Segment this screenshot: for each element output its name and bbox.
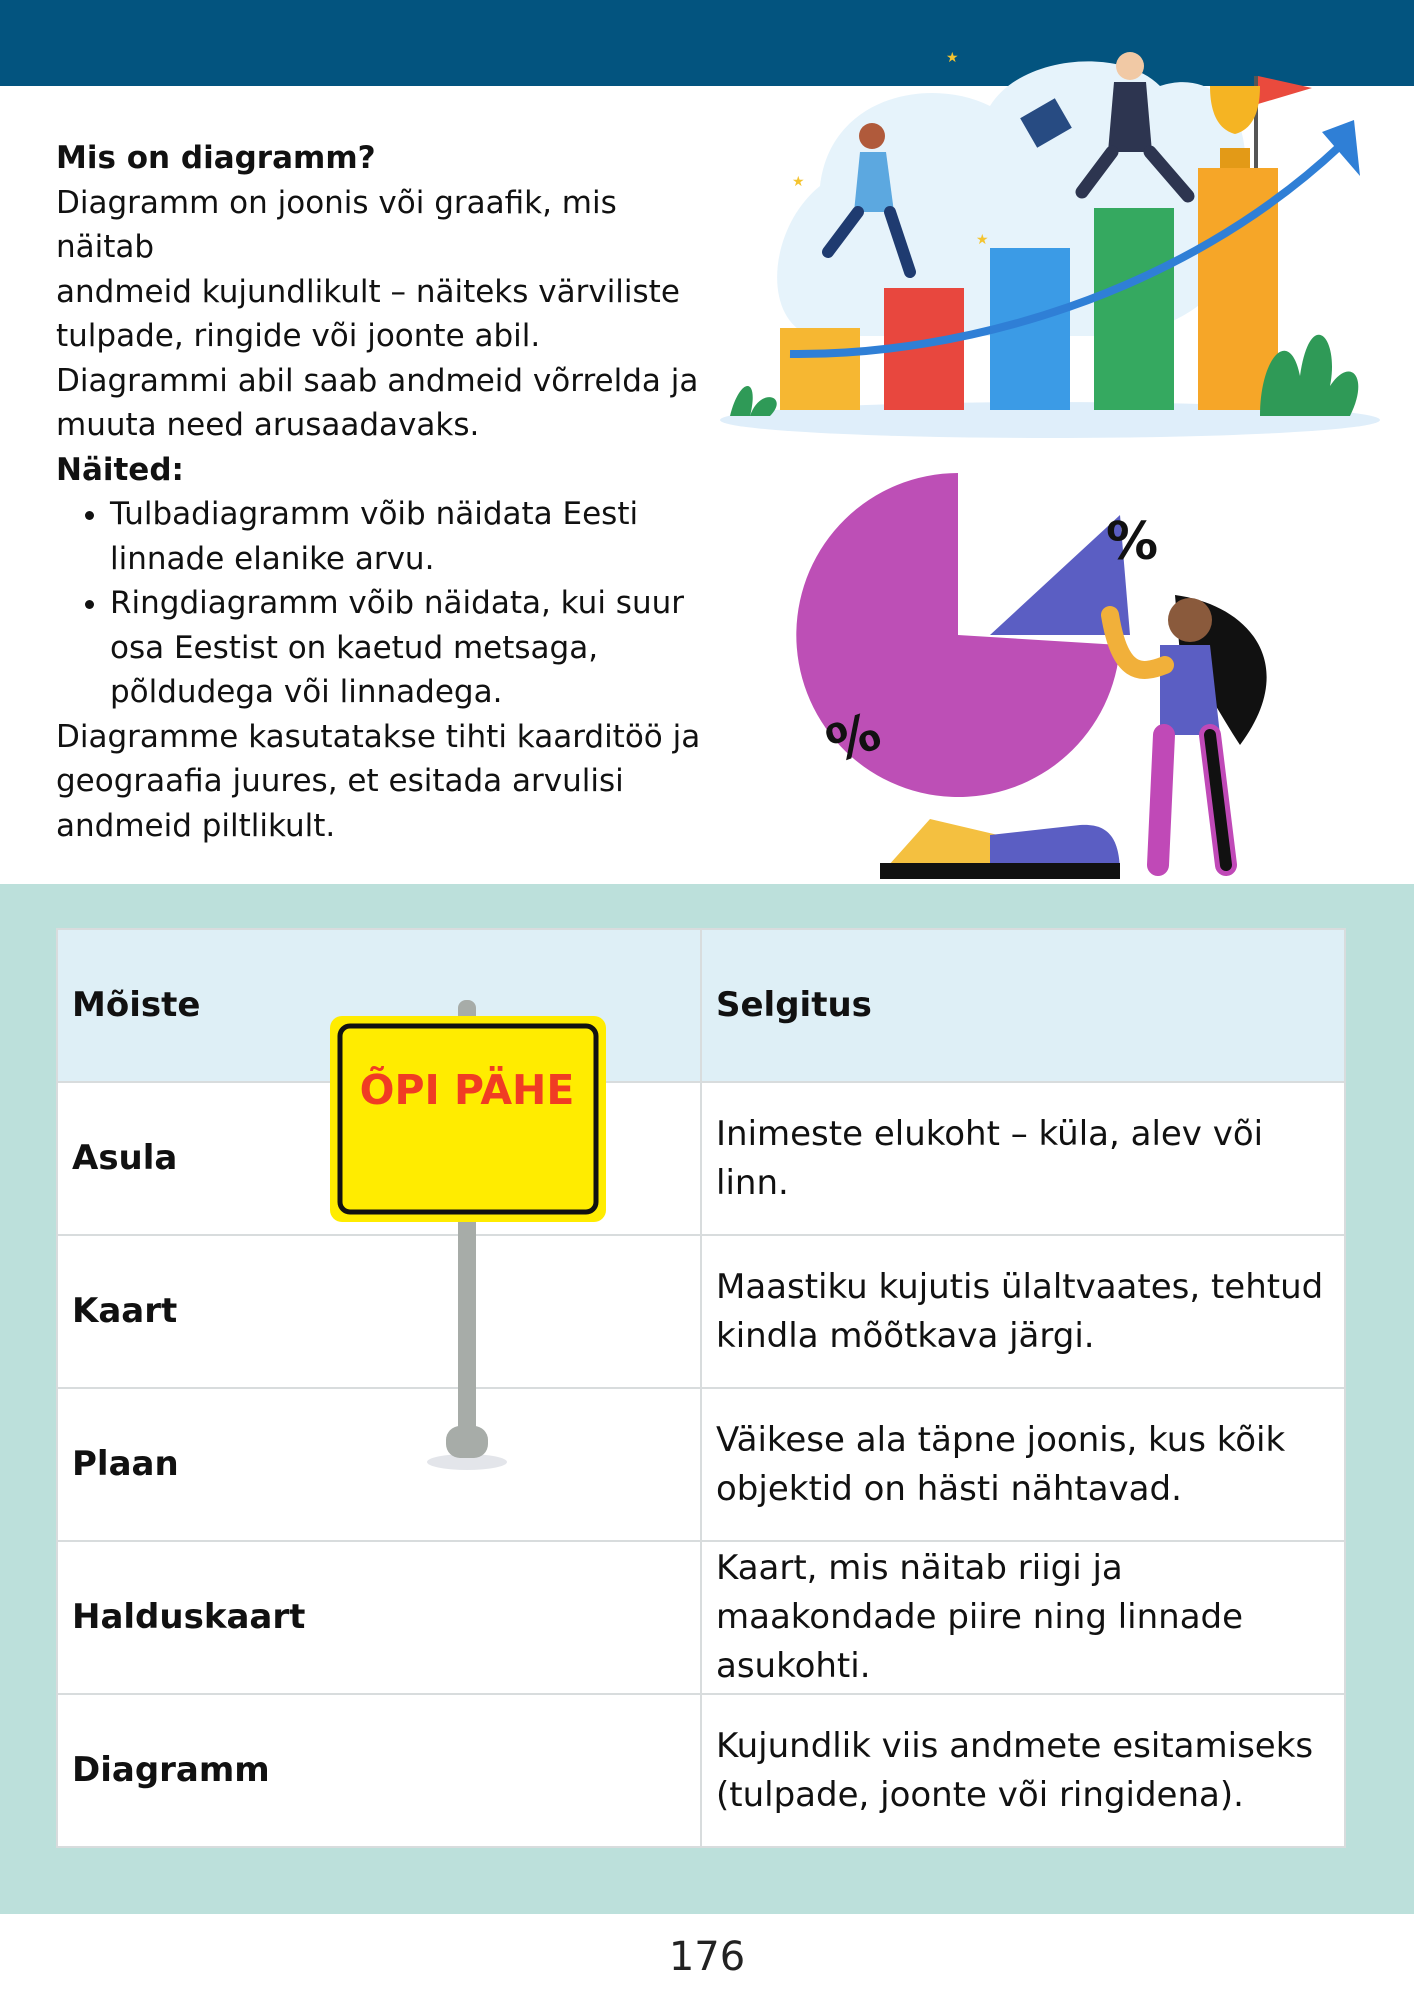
glossary-table bbox=[56, 928, 1346, 1848]
examples-heading: Näited: bbox=[56, 451, 184, 488]
sign-board bbox=[330, 1016, 606, 1222]
table-row bbox=[57, 1235, 1345, 1388]
table-row bbox=[57, 1082, 1345, 1235]
person-2-body bbox=[1108, 82, 1152, 152]
intro-line-4: Diagrammi abil saab andmeid võrrelda ja bbox=[56, 362, 699, 399]
table-row bbox=[57, 1694, 1345, 1847]
column-header-term: Mõiste bbox=[57, 929, 701, 1082]
term-cell: Halduskaart bbox=[57, 1541, 701, 1694]
table-row bbox=[57, 1388, 1345, 1541]
person-1-head bbox=[859, 123, 885, 149]
pie-pieces-shadow bbox=[880, 863, 1120, 879]
flag bbox=[1258, 76, 1312, 104]
page-number: 176 bbox=[668, 1934, 746, 1980]
definition-cell: Inimeste elukoht – küla, alev või linn. bbox=[701, 1082, 1345, 1235]
woman-arm bbox=[1110, 615, 1165, 670]
examples-list bbox=[56, 492, 716, 715]
table-header-row bbox=[57, 929, 1345, 1082]
woman-leg-shadow bbox=[1210, 735, 1226, 865]
term-cell: Kaart bbox=[57, 1235, 701, 1388]
pie-chart-illustration bbox=[780, 455, 1300, 905]
column-header-definition: Selgitus bbox=[701, 929, 1345, 1082]
intro-line-5: muuta need arusaadavaks. bbox=[56, 407, 480, 443]
person-2-head bbox=[1116, 52, 1144, 80]
term-cell: Plaan bbox=[57, 1388, 701, 1541]
definition-cell: Kujundlik viis andmete esitamiseks (tulpade, joonte või ringidena). bbox=[701, 1694, 1345, 1847]
table-row bbox=[57, 1541, 1345, 1694]
sign-title: ÕPI PÄHE bbox=[359, 1066, 575, 1114]
star-icon: ★ bbox=[946, 50, 959, 66]
definition-cell: Maastiku kujutis ülaltvaates, tehtud kindla mõõtkava järgi. bbox=[701, 1235, 1345, 1388]
bar-chart-illustration bbox=[700, 36, 1380, 446]
intro-heading: Mis on diagramm? bbox=[56, 140, 376, 176]
trophy-base bbox=[1220, 148, 1250, 168]
percent-sign-left: % bbox=[819, 701, 889, 776]
trend-arrow-head bbox=[1322, 120, 1360, 176]
intro-closing: Diagramme kasutatakse tihti kaarditöö ja geograafia juures, et esitada arvulisi andmeid piltlikult. bbox=[56, 718, 701, 844]
definition-cell: Kaart, mis näitab riigi ja maakondade piire ning linnade asukohti. bbox=[701, 1541, 1345, 1694]
term-cell: Asula bbox=[57, 1082, 701, 1235]
bar-yellow bbox=[780, 328, 860, 410]
star-icon: ★ bbox=[792, 174, 805, 190]
intro-line-2: andmeid kujundlikult – näiteks värviliste bbox=[56, 273, 680, 310]
intro-line-1: Diagramm on joonis või graafik, mis näitab bbox=[56, 184, 617, 265]
sign-pole-base bbox=[446, 1426, 488, 1458]
bar-green bbox=[1094, 208, 1174, 410]
star-icon: ★ bbox=[976, 232, 989, 248]
percent-sign-top: % bbox=[1106, 512, 1159, 572]
example-bar-chart: • Tulbadiagramm võib näidata Eesti linnade elanike arvu. bbox=[110, 492, 716, 581]
example-pie-chart: • Ringdiagramm võib näidata, kui suur osa Eestist on kaetud metsaga, põldudega või linnadega. bbox=[110, 581, 716, 715]
intro-text bbox=[56, 136, 716, 848]
woman-head bbox=[1168, 598, 1212, 642]
definition-cell: Väikese ala täpne joonis, kus kõik objektid on hästi nähtavad. bbox=[701, 1388, 1345, 1541]
plant-left-icon bbox=[730, 386, 777, 416]
intro-line-3: tulpade, ringide või joonte abil. bbox=[56, 318, 541, 354]
term-cell: Diagramm bbox=[57, 1694, 701, 1847]
